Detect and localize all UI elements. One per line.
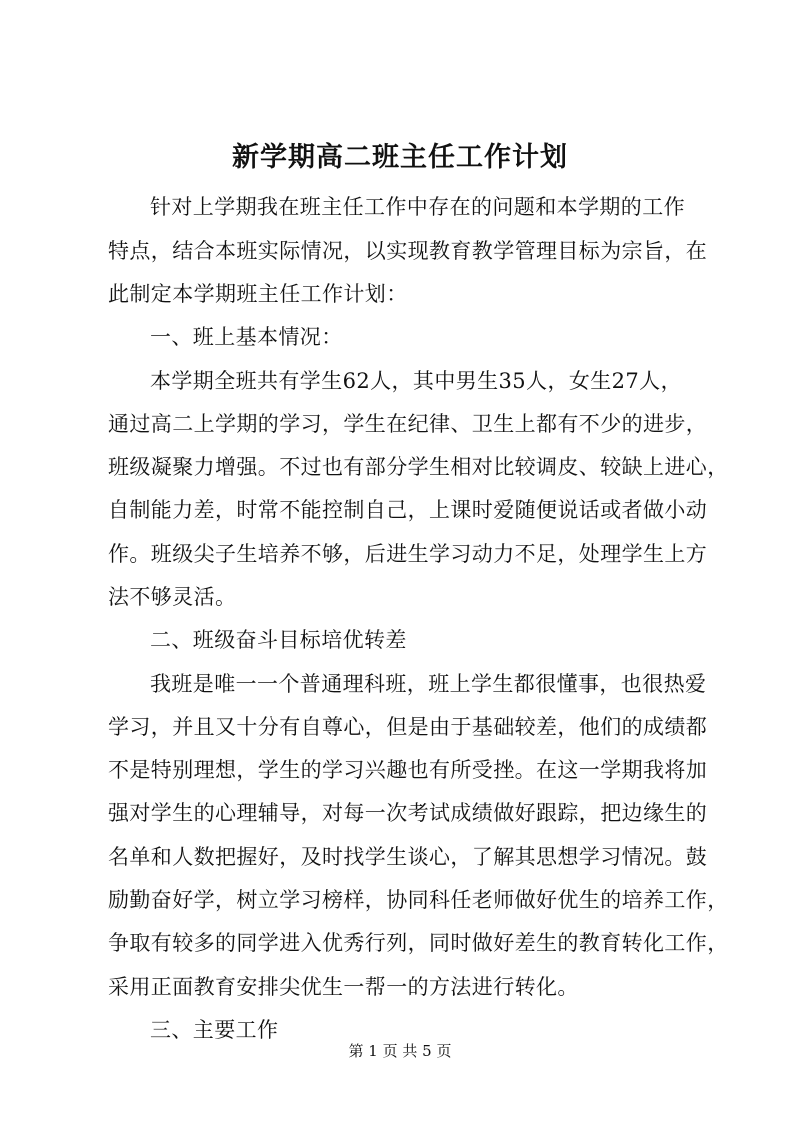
paragraph-line: 针对上学期我在班主任工作中存在的问题和本学期的工作 [150, 195, 685, 219]
paragraph-line: 我班是唯一一个普通理科班，班上学生都很懂事，也很热爱 [150, 672, 707, 696]
paragraph-line: 法不够灵活。 [108, 585, 237, 609]
paragraph-line: 争取有较多的同学进入优秀行列，同时做好差生的教育转化工作， [108, 931, 729, 955]
paragraph-line: 励勤奋好学，树立学习榜样，协同科任老师做好优生的培养工作， [108, 888, 729, 912]
paragraph-line: 特点，结合本班实际情况，以实现教育教学管理目标为宗旨，在 [108, 239, 708, 263]
paragraph-line: 此制定本学期班主任工作计划： [108, 282, 408, 306]
paragraph-line: 班级凝聚力增强。不过也有部分学生相对比较调皮、较缺上进心， [108, 455, 729, 479]
paragraph-line: 强对学生的心理辅导，对每一次考试成绩做好跟踪，把边缘生的 [108, 801, 708, 825]
document-title: 新学期高二班主任工作计划 [232, 142, 568, 173]
paragraph-line: 本学期全班共有学生62人，其中男生35人，女生27人， [150, 369, 682, 393]
section-heading: 一、班上基本情况： [150, 325, 343, 349]
section-heading: 三、主要工作 [150, 1018, 279, 1042]
paragraph-line: 学习，并且又十分有自尊心，但是由于基础较差，他们的成绩都 [108, 715, 708, 739]
paragraph-line: 名单和人数把握好，及时找学生谈心，了解其思想学习情况。鼓 [108, 845, 708, 869]
paragraph-line: 通过高二上学期的学习，学生在纪律、卫生上都有不少的进步， [108, 412, 708, 436]
paragraph-line: 不是特别理想，学生的学习兴趣也有所受挫。在这一学期我将加 [108, 758, 708, 782]
page-number-footer: 第 1 页 共 5 页 [348, 1042, 452, 1060]
section-heading: 二、班级奋斗目标培优转差 [150, 628, 407, 652]
paragraph-line: 自制能力差，时常不能控制自己，上课时爱随便说话或者做小动 [108, 498, 708, 522]
paragraph-line: 作。班级尖子生培养不够，后进生学习动力不足，处理学生上方 [108, 542, 708, 566]
paragraph-line: 采用正面教育安排尖优生一帮一的方法进行转化。 [108, 975, 579, 999]
